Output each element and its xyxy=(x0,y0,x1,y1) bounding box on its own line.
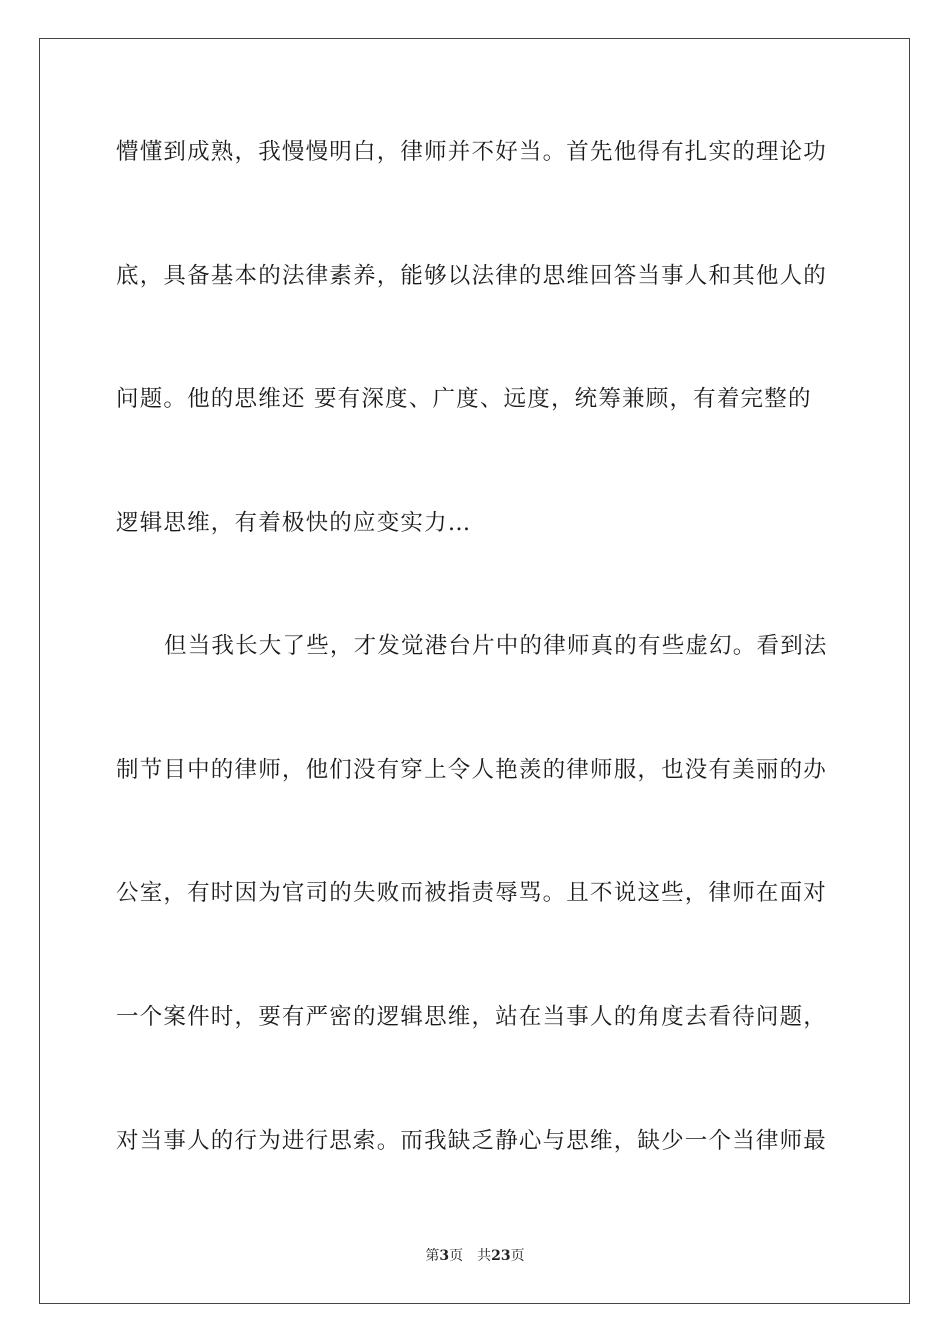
body-text-line: 一个案件时，要有严密的逻辑思维，站在当事人的角度去看待问题， xyxy=(116,1004,828,1030)
total-pages: 23 xyxy=(491,1248,511,1264)
page-suffix: 页 xyxy=(449,1248,464,1264)
page-frame xyxy=(39,38,910,1304)
body-text-line: 逻辑思维，有着极快的应变实力… xyxy=(116,510,472,536)
body-text-line: 公室，有时因为官司的失败而被指责辱骂。且不说这些，律师在面对 xyxy=(116,880,828,906)
total-suffix: 页 xyxy=(510,1248,525,1264)
body-text-line: 底，具备基本的法律素养，能够以法律的思维回答当事人和其他人的 xyxy=(116,263,828,289)
total-prefix: 共 xyxy=(477,1248,492,1264)
paragraph-first-line: 但当我长大了些，才发觉港台片中的律师真的有些虚幻。看到法 xyxy=(164,633,828,659)
body-text-line: 制节目中的律师，他们没有穿上令人艳羡的律师服，也没有美丽的办 xyxy=(116,757,828,783)
body-text-line: 对当事人的行为进行思索。而我缺乏静心与思维，缺少一个当律师最 xyxy=(116,1128,828,1154)
page-number: 3 xyxy=(439,1248,450,1264)
body-text-line: 问题。他的思维还 要有深度、广度、远度，统筹兼顾，有着完整的 xyxy=(116,386,812,412)
body-text-line: 懵懂到成熟，我慢慢明白，律师并不好当。首先他得有扎实的理论功 xyxy=(116,139,828,165)
page-footer xyxy=(0,1247,950,1265)
page-prefix: 第 xyxy=(425,1248,440,1264)
